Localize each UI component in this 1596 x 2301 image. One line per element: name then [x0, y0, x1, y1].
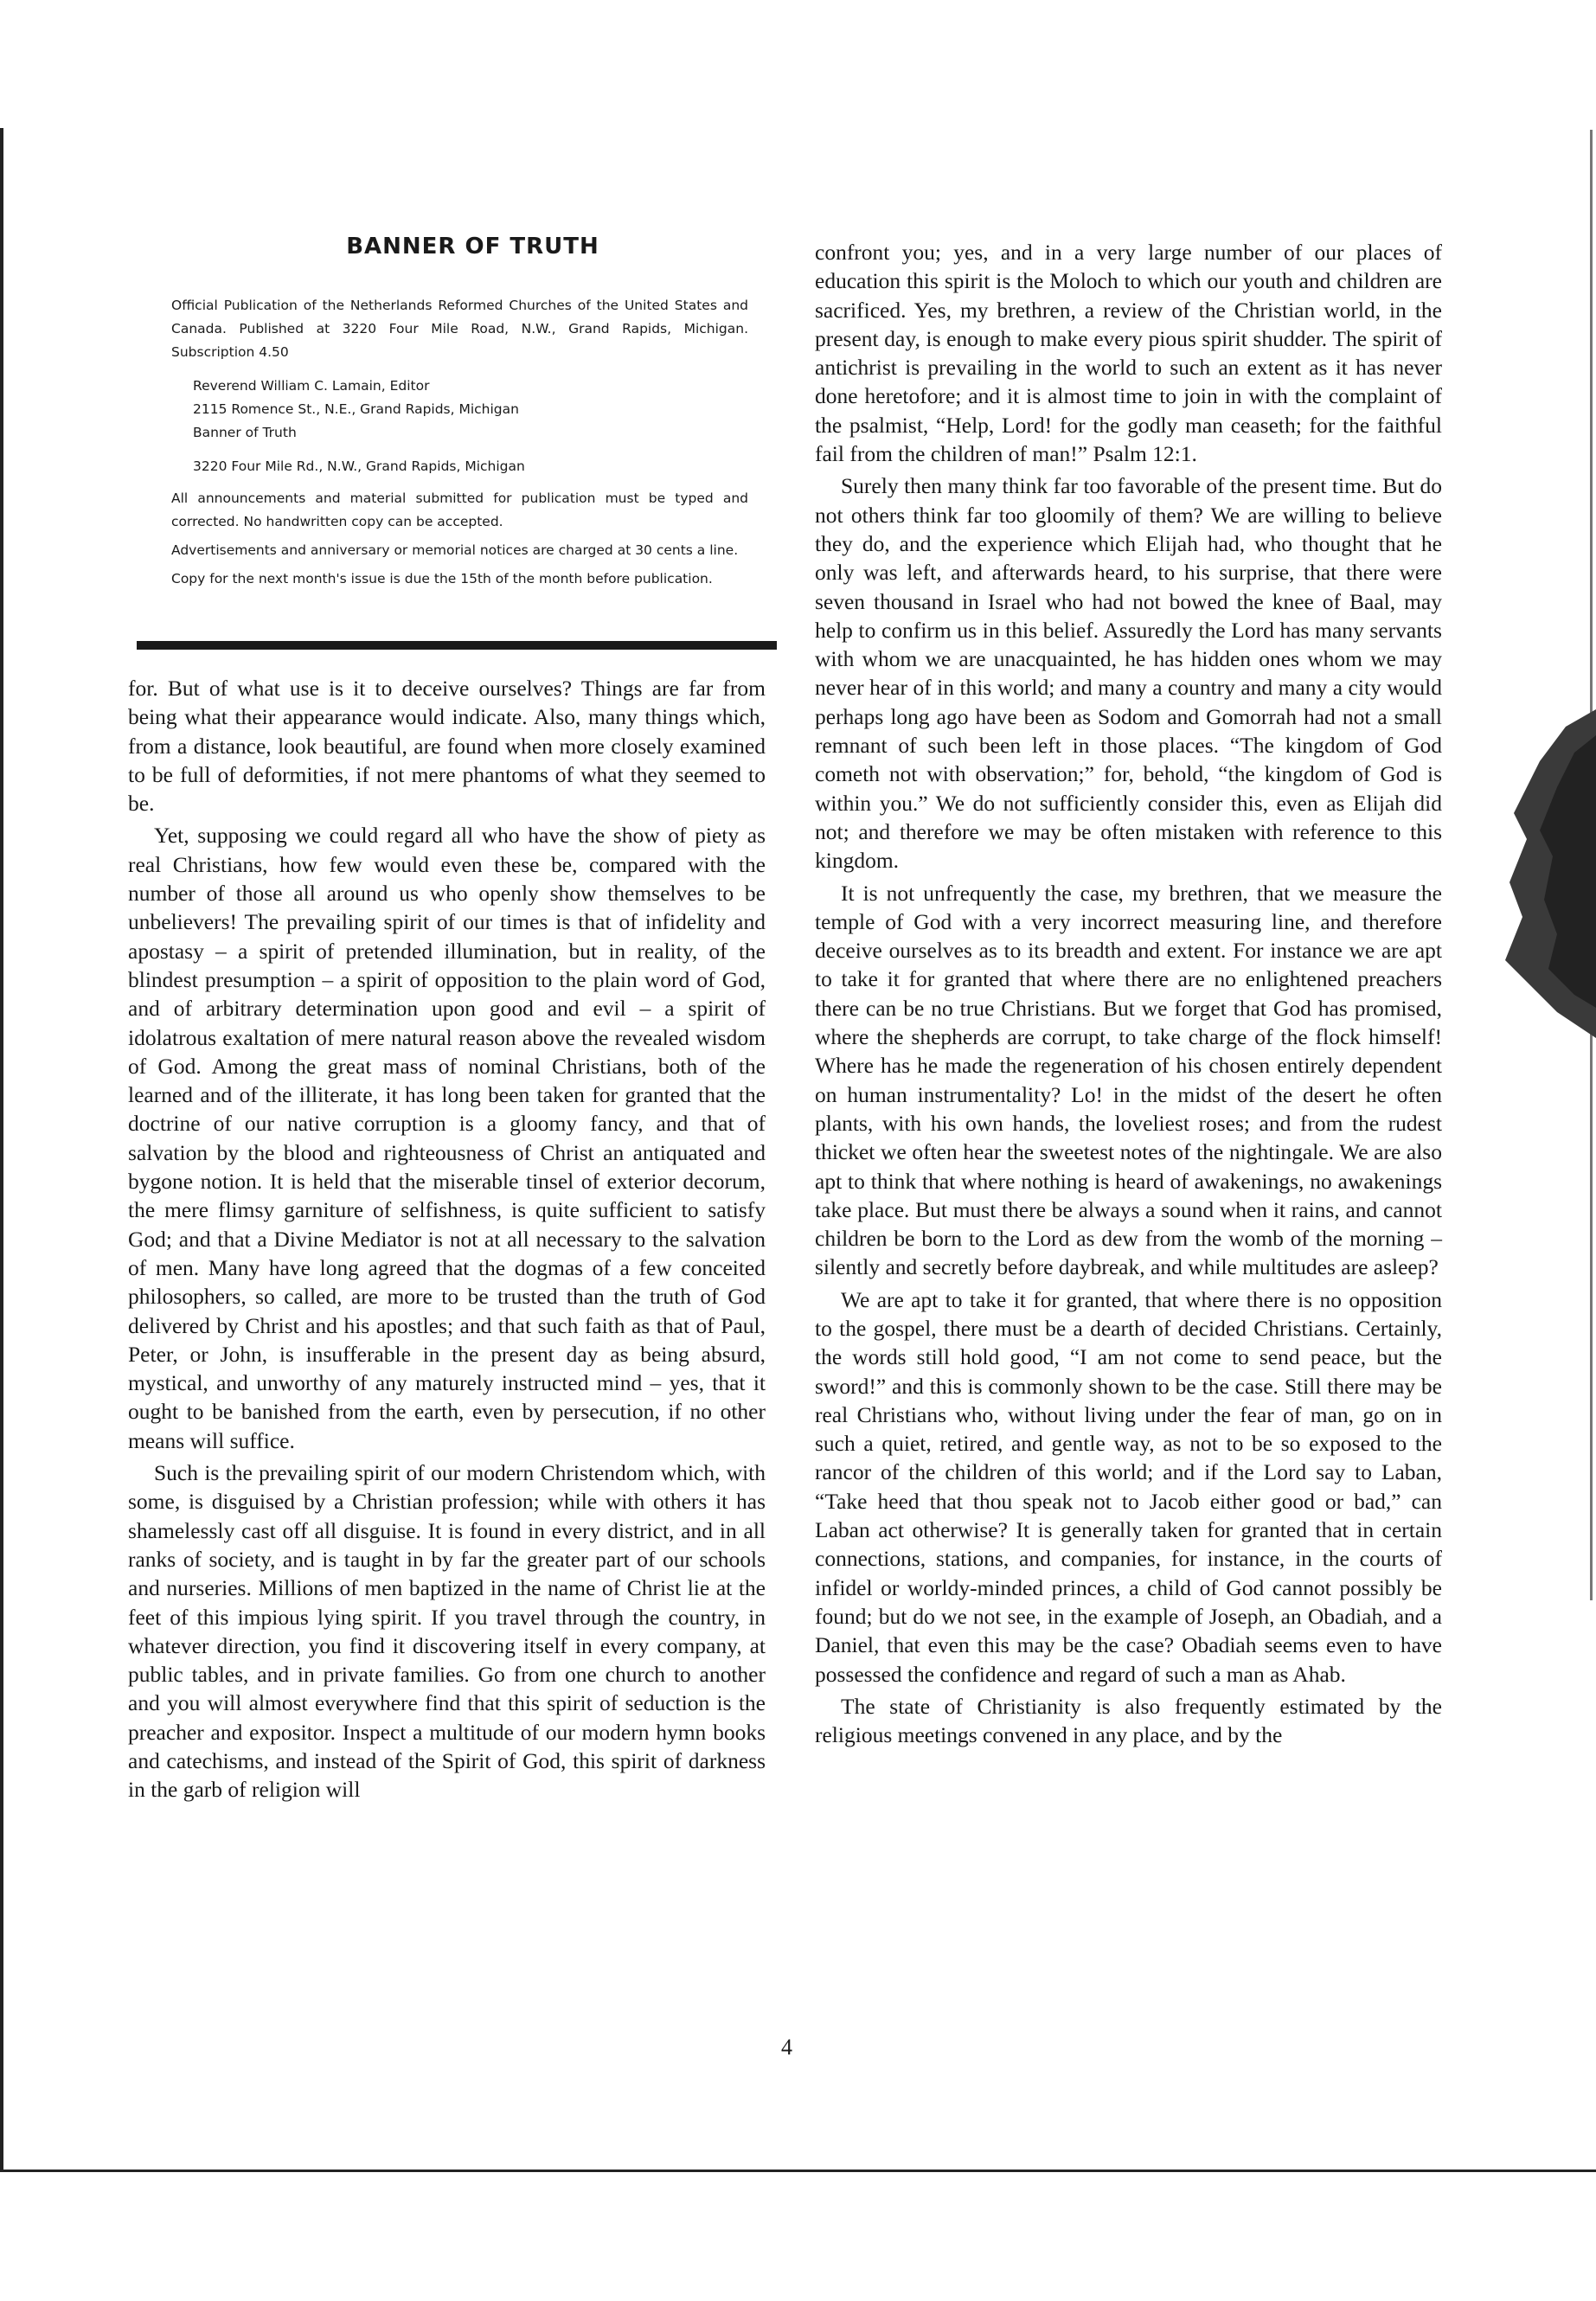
banner-address: 3220 Four Mile Rd., N.W., Grand Rapids, Michigan	[193, 458, 525, 474]
editor-name: Reverend William C. Lamain, Editor	[193, 378, 430, 394]
notice-submission: All announcements and material submitted for publication must be typed and corrected. No handwritten copy can be accepted.	[171, 490, 748, 529]
banner-name: Banner of Truth	[193, 425, 297, 440]
masthead-info	[171, 294, 748, 364]
page-number: 4	[781, 2035, 792, 2060]
paragraph: Surely then many think far too favorable of the present time. But do not others think far too gloomily of them? We are willing to believe they do, and the experience which Elijah had, who thought that he only was left, and afterwards heard, to his surprise, that there were seven thousand in Israel who had not bowed the knee of Baal, may help to confirm us in this belief. Assuredly the Lord has many servants with whom we are unacquainted, he has hidden ones whom we may never hear of in this world; and many a country and many a city would perhaps long ago have been as Sodom and Gomorrah had not a small remnant of such been left in those places. “The kingdom of God cometh not with observation;” for, behold, “the kingdom of God is within you.” We do not sufficiently consider this, even as Elijah did not; and therefore we may be often mistaken with reference to this kingdom.	[815, 473, 1442, 874]
page-edge-left	[0, 128, 3, 2170]
torn-page-corner	[1505, 709, 1596, 1038]
notice-advertising: Advertisements and anniversary or memorial notices are charged at 30 cents a line.	[171, 542, 739, 558]
paragraph: Such is the prevailing spirit of our modern Christendom which, with some, is disguised by a Christian profession; while with others it has shamelessly cast off all disguise. It is found in every district, and in all ranks of society, and is taught in by far the greater part of our schools and nurseries. Millions of men baptized in the name of Christ lie at the feet of this impious lying spirit. If you travel through the country, in whatever direction, you find it discovering itself in every company, at public tables, and in private families. Go from one church to another and you will almost everywhere find that this spirit of seduction is the preacher and expositor. Inspect a multitude of our modern hymn books and catechisms, and instead of the Spirit of God, this spirit of darkness in the garb of religion will	[128, 1460, 766, 1803]
masthead-title: BANNER OF TRUTH	[346, 234, 599, 260]
paragraph: for. But of what use is it to deceive ourselves? Things are far from being what their appearance would indicate. Also, many things which, from a distance, look beautiful, are found when more closely examined to be full of deformities, if not mere phantoms of what they seemed to be.	[128, 676, 766, 817]
notices	[171, 487, 748, 591]
paragraph: confront you; yes, and in a very large number of our places of education this spirit is the Moloch to which our youth and children are sacrificed. Yes, my brethren, a review of the Christian world, in the present day, is enough to make every pious spirit shudder. The spirit of antichrist is prevailing in the world to such an extent as it has never done heretofore; and it is almost time to join in with the complaint of the psalmist, “Help, Lord! for the godly man ceaseth; for the faithful fail from the children of man!” Psalm 12:1.	[815, 240, 1442, 467]
editor-block	[193, 375, 766, 478]
masthead	[128, 234, 766, 591]
publication-info: Official Publication of the Netherlands Reformed Churches of the United States and Canada. Published at 3220 Four Mile Road, N.W., Grand Rapids, Michigan. Subscription 4.50	[171, 298, 748, 360]
left-body-text	[128, 674, 766, 1804]
editor-address: 2115 Romence St., N.E., Grand Rapids, Michigan	[193, 401, 519, 417]
left-column	[128, 234, 766, 1808]
page-bottom-edge	[0, 2170, 1596, 2172]
paragraph: Yet, supposing we could regard all who have the show of piety as real Christians, how few would even these be, compared with the number of those all around us who openly show themselves to be unbelievers! The prevailing spirit of our times is that of infidelity and apostasy – a spirit of pretended illumination, but in reality, of the blindest presumption – a spirit of opposition to the plain word of God, and of arbitrary determination upon good and evil – a spirit of idolatrous exaltation of mere natural reason above the revealed wisdom of God. Among the great mass of nominal Christians, both of the learned and of the illiterate, it has long been taken for granted that the doctrine of our native corruption is a gloomy fancy, and that of salvation by the blood and righteousness of Christ an antiquated and bygone notion. It is held that the miserable tinsel of exterior decorum, the mere flimsy garniture of selfishness, is quite sufficient to satisfy God; and that a Divine Mediator is not at all necessary to the salvation of men. Many have long agreed that the dogmas of a few conceited philosophers, so called, are more to be trusted than the truth of God delivered by Christ and his apostles; and that such faith as that of Paul, Peter, or John, is insufferable in the present day as being absurd, mystical, and unworthy of any maturely instructed mind – yes, that it ought to be banished from the earth, even by persecution, if no other means will suffice.	[128, 823, 766, 1453]
paragraph: The state of Christianity is also frequently estimated by the religious meetings convened in any place, and by the	[815, 1693, 1442, 1748]
paragraph: It is not unfrequently the case, my brethren, that we measure the temple of God with a very incorrect measuring line, and therefore deceive ourselves as to its breadth and extent. For instance we are apt to take it for granted that where there are no enlightened preachers there can be no true Christians. But we forget that God has promised, where the shepherds are corrupt, to take charge of the flock himself! Where has he made the regeneration of his chosen entirely dependent on human instrumentality? Lo! in the midst of the desert he often plants, with his own hands, the loveliest roses; and from the rudest thicket we often hear the sweetest notes of the nightingale. We are also apt to think that where nothing is heard of awakenings, no awakenings take place. But must there be always a sound when it rains, and cannot children be born to the Lord as dew from the womb of the morning – silently and secretly before daybreak, and while multitudes are asleep?	[815, 880, 1442, 1280]
paragraph: We are apt to take it for granted, that where there is no opposition to the gospel, there must be a dearth of decided Christians. Certainly, the words still hold good, “I am not come to send peace, but the sword!” and this is commonly shown to be the case. Still there may be real Christians who, without living under the fear of man, go on in such a quiet, retired, and gentle way, as not to be so exposed to the rancor of the children of this world; and if the Lord say to Laban, “Take heed that thou speak not to Jacob either good or bad,” can Laban act otherwise? It is generally taken for granted that in certain connections, stations, and companies, for instance, in the courts of infidel or worldy-minded princes, a child of God cannot possibly be found; but do we not see, in the example of Joseph, an Obadiah, and a Daniel, that even this may be the case? Obadiah seems even to have possessed the confidence and regard of such a man as Ahab.	[815, 1286, 1442, 1687]
right-body-text	[815, 238, 1442, 1749]
right-column	[815, 238, 1442, 1753]
notice-deadline: Copy for the next month's issue is due the 15th of the month before publication.	[171, 571, 713, 586]
masthead-divider	[137, 641, 777, 650]
